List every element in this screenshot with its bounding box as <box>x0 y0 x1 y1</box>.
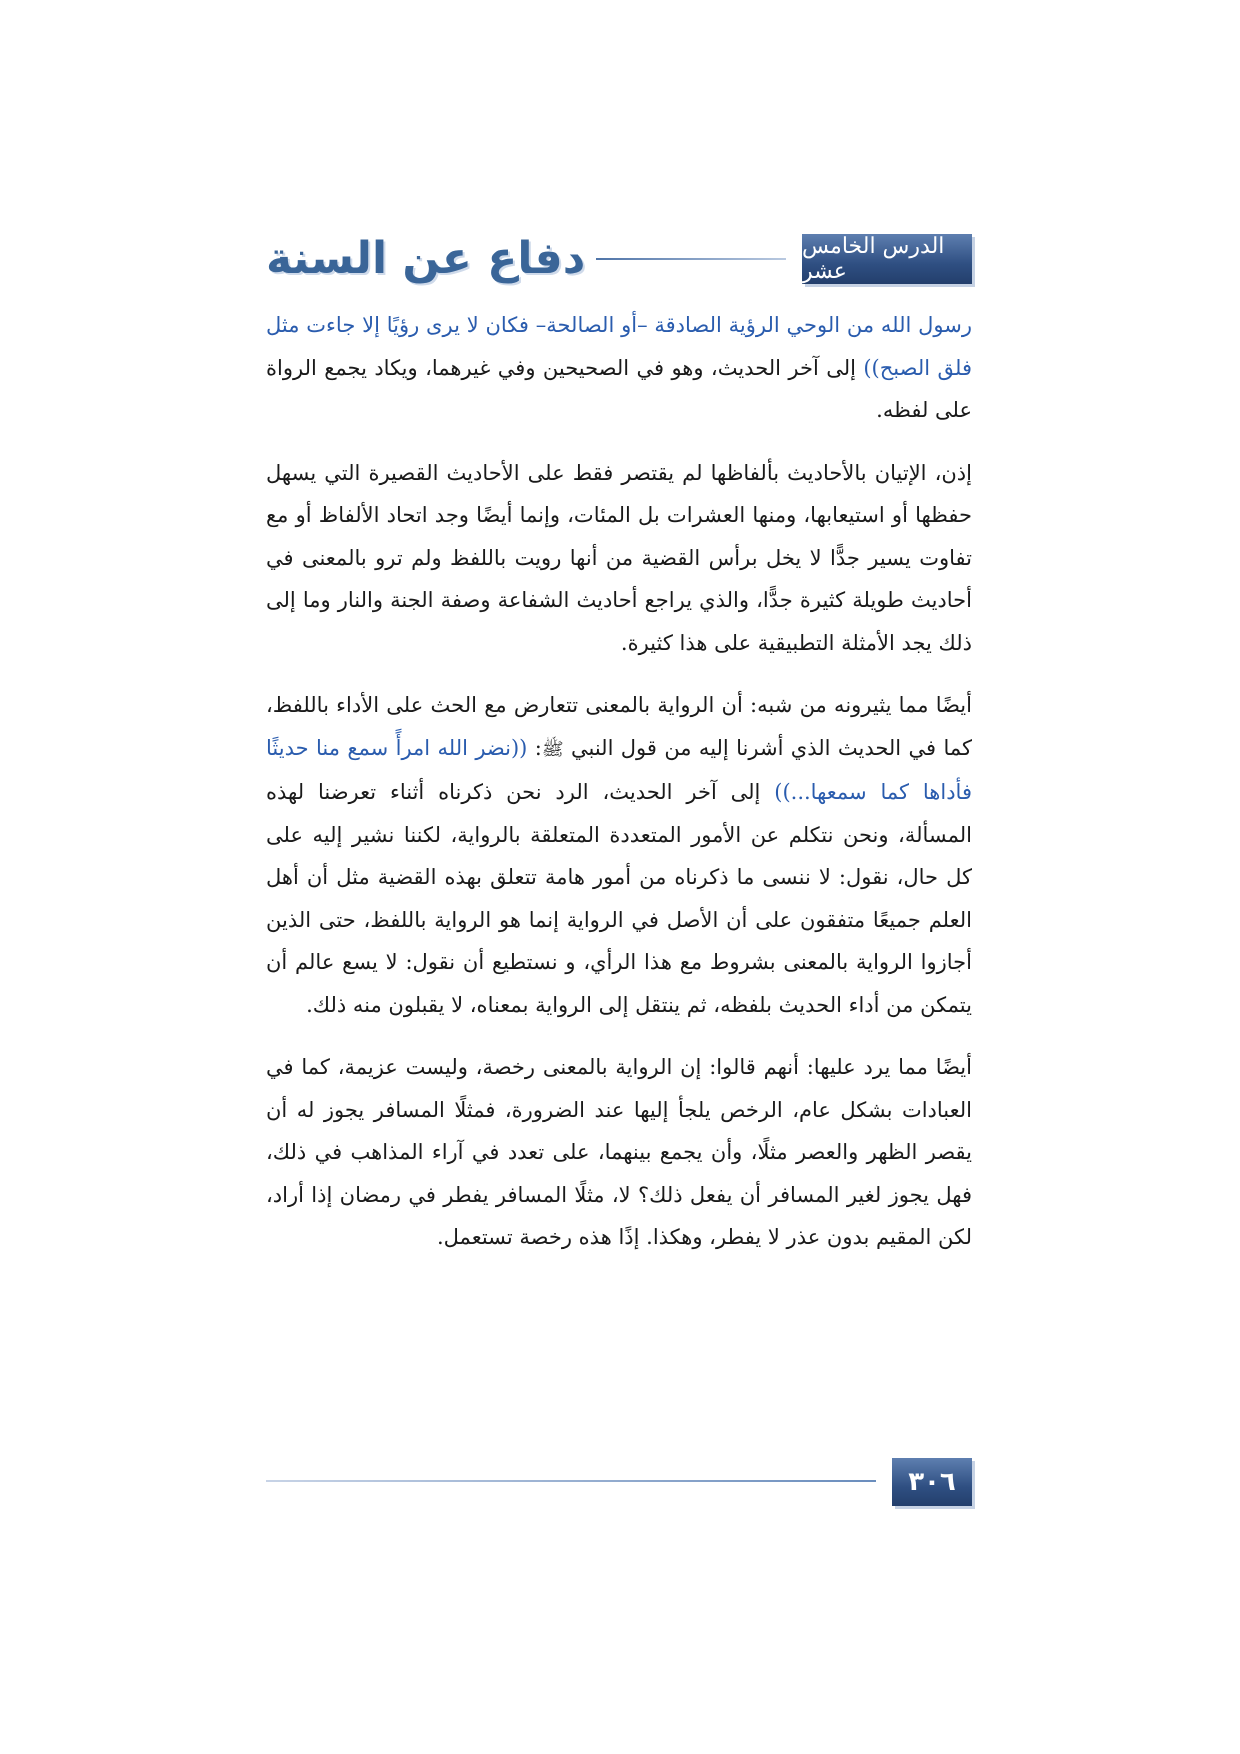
paragraph-3 <box>266 684 972 1026</box>
pbuh-ligature: ﷺ <box>541 738 564 760</box>
paragraph-text: : <box>527 735 542 760</box>
hadith-quote: ((نضر الله امرأً سمع منا حديثًا فأداها كما سمعها...)) <box>266 735 972 804</box>
page-header <box>266 228 972 290</box>
hadith-quote: رسول الله من الوحي الرؤية الصادقة –أو الصالحة– فكان لا يرى رؤيًا إلا جاءت مثل فلق الصبح)) <box>266 313 972 380</box>
page-footer <box>266 1458 972 1508</box>
paragraph-text: إلى آخر الحديث، وهو في الصحيحين وفي غيرهما، ويكاد يجمع الرواة على لفظه. <box>266 355 972 422</box>
footer-divider <box>266 1480 876 1482</box>
paragraph-text: إذن، الإتيان بالأحاديث بألفاظها لم يقتصر فقط على الأحاديث القصيرة التي يسهل حفظها أو استيعابها، ومنها العشرات بل المئات، وإنما أيضًا وجد اتحاد الألفاظ أو مع تفاوت يسير جدًّا لا يخل برأس القضية من أنها رويت باللفظ ولم ترو بالمعنى في أحاديث طويلة كثيرة جدًّا، والذي يراجع أحاديث الشفاعة وصفة الجنة والنار وما إلى ذلك يجد الأمثلة التطبيقية على هذا كثيرة. <box>266 460 972 655</box>
paragraph-text: أيضًا مما يثيرونه من شبه: أن الرواية بالمعنى تتعارض مع الحث على الأداء باللفظ، كما في الحديث الذي أشرنا إليه من قول النبي <box>266 693 972 760</box>
paragraph-text: إلى آخر الحديث، الرد نحن ذكرناه أثناء تعرضنا لهذه المسألة، ونحن نتكلم عن الأمور المتعددة المتعلقة بالرواية، لكننا نشير إليه على كل حال، نقول: لا ننسى ما ذكرناه من أمور هامة تتعلق بهذه القضية مثل أن أهل العلم جميعًا متفقون على أن الأصل في الرواية إنما هو الرواية باللفظ، حتى الذين أجازوا الرواية بالمعنى بشروط مع هذا الرأي، و نستطيع أن نقول: لا يسع عالم أن يتمكن من أداء الحديث بلفظه، ثم ينتقل إلى الرواية بمعناه، لا يقبلون منه ذلك. <box>266 780 972 1017</box>
header-divider <box>596 258 786 260</box>
page-number: ٣٠٦ <box>892 1458 972 1506</box>
paragraph-text: أيضًا مما يرد عليها: أنهم قالوا: إن الرواية بالمعنى رخصة، وليست عزيمة، كما في العبادات بشكل عام، الرخص يلجأ إليها عند الضرورة، فمثلًا المسافر يجوز له أن يقصر الظهر والعصر مثلًا، وأن يجمع بينهما، على تعدد في آراء المذاهب في ذلك، فهل يجوز لغير المسافر أن يفعل ذلك؟ لا، مثلًا المسافر يفطر في رمضان إذا أراد، لكن المقيم بدون عذر لا يفطر، وهكذا. إذًا هذه رخصة تستعمل. <box>266 1055 972 1249</box>
page-body <box>266 304 972 1279</box>
paragraph-1 <box>266 304 972 432</box>
paragraph-2 <box>266 452 972 665</box>
paragraph-4 <box>266 1046 972 1259</box>
lesson-badge: الدرس الخامس عشر <box>802 234 972 284</box>
book-title: دفاع عن السنة <box>266 233 586 284</box>
